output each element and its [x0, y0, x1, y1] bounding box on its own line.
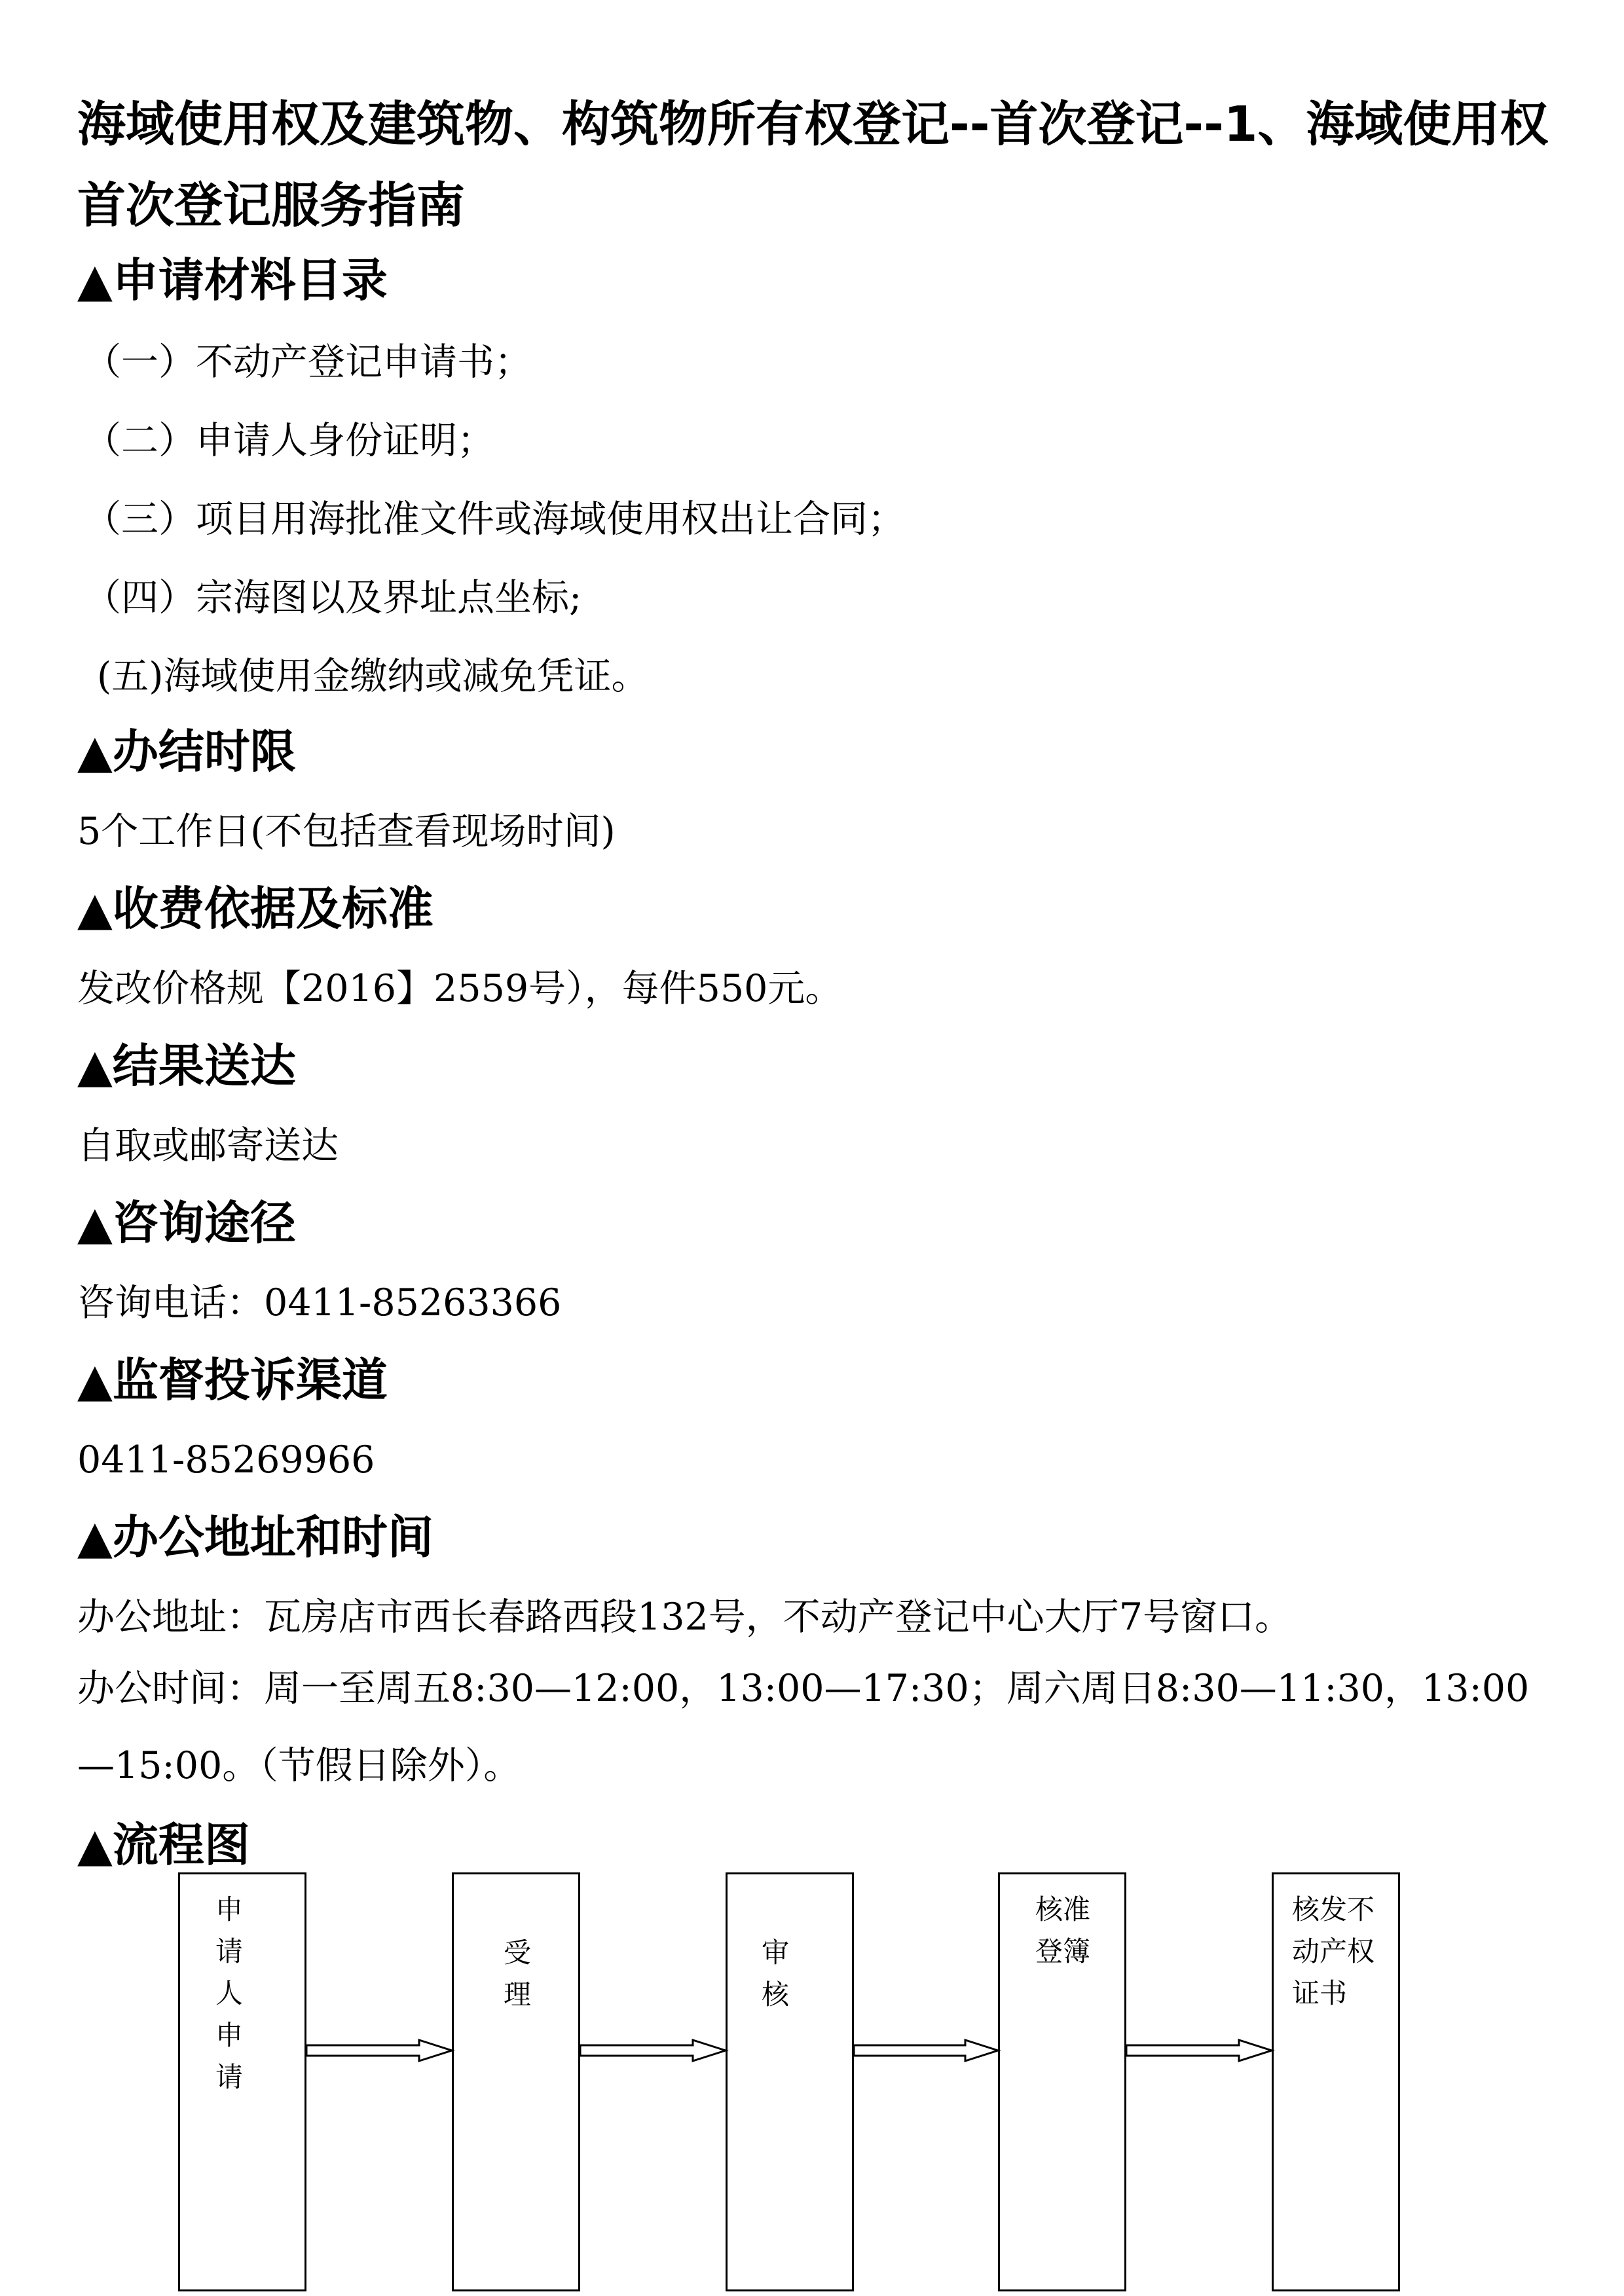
flow-arrow-2	[580, 2040, 726, 2061]
materials-item-2: （二）申请人身份证明；	[84, 419, 494, 462]
consult-phone: 咨询电话：0411-85263366	[77, 1281, 562, 1324]
delivery-text: 自取或邮寄送达	[77, 1124, 339, 1167]
flow-step-review-label: 审 核	[762, 1937, 790, 2011]
flow-step-apply-label: 申 请 人 申 请	[215, 1893, 244, 2093]
office-address: 办公地址：瓦房店市西长春路西段132号，不动产登记中心大厅7号窗口。	[77, 1595, 1293, 1639]
time-limit-heading: ▲办结时限	[77, 725, 296, 778]
flow-step-register-label: 核准 登簿	[1035, 1893, 1091, 1967]
flowchart-heading: ▲流程图	[77, 1818, 250, 1872]
time-limit-text: 5个工作日(不包括查看现场时间)	[77, 810, 616, 853]
delivery-heading: ▲结果送达	[77, 1039, 296, 1093]
materials-heading: ▲申请材料目录	[77, 253, 388, 307]
fees-text: 发改价格规【2016】2559号），每件550元。	[77, 967, 843, 1010]
page-title: 海域使用权及建筑物、构筑物所有权登记--首次登记--1、海域使用权首次登记服务指南	[77, 96, 1549, 234]
fees-heading: ▲收费依据及标准	[77, 882, 434, 936]
office-hours: 办公时间：周一至周五8:30—12:00，13:00—17:30；周六周日8:30—11:30，13:00—15:00。（节假日除外）。	[77, 1667, 1530, 1787]
office-heading: ▲办公地址和时间	[77, 1510, 434, 1564]
flow-step-accept-label: 受 理	[504, 1937, 532, 2011]
materials-item-3: （三）项目用海批准文件或海域使用权出让合同；	[84, 498, 905, 541]
consult-heading: ▲咨询途径	[77, 1196, 296, 1250]
flow-arrow-1	[306, 2040, 452, 2061]
materials-item-4: （四）宗海图以及界址点坐标;	[84, 576, 582, 619]
materials-item-1: （一）不动产登记申请书；	[84, 340, 532, 384]
flow-step-issue-label: 核发不 动产权 证书	[1292, 1893, 1375, 2009]
flow-arrow-3	[854, 2040, 998, 2061]
flowchart	[0, 1872, 1624, 2291]
flow-arrow-4	[1126, 2040, 1272, 2061]
materials-item-5: (五)海域使用金缴纳或减免凭证。	[97, 655, 649, 698]
complaint-heading: ▲监督投诉渠道	[77, 1353, 388, 1407]
complaint-phone: 0411-85269966	[77, 1438, 375, 1482]
flow-arrows	[0, 1872, 1624, 2291]
